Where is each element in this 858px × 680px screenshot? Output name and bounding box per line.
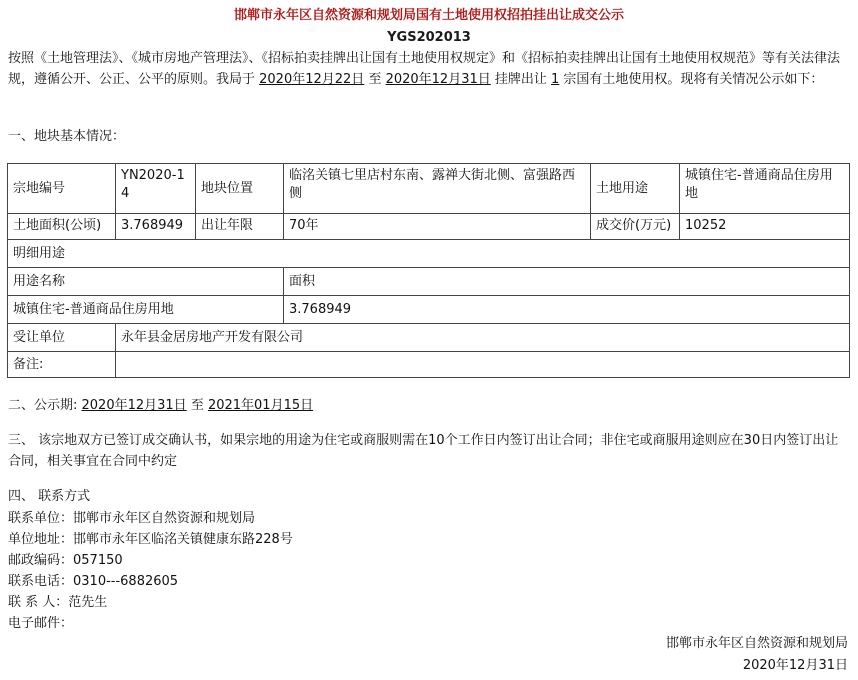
remark-label: 备注: [8, 352, 116, 378]
term-label: 出让年限 [196, 214, 284, 240]
detail-use-value: 城镇住宅-普通商品住房用地 [8, 296, 284, 324]
detail-use-heading: 明细用途 [8, 240, 850, 268]
notice-title: 邯郸市永年区自然资源和规划局国有土地使用权招拍挂出让成交公示 [233, 8, 624, 23]
intro-text-4: 宗国有土地使用权。现将有关情况公示如下： [559, 72, 824, 87]
location-label: 地块位置 [196, 164, 284, 214]
remark-value [116, 352, 850, 378]
table-row [8, 324, 850, 352]
transferee-value: 永年县金居房地产开发有限公司 [116, 324, 850, 352]
parcel-id-value: YN2020-14 [116, 164, 196, 214]
intro-date-start: 2020年12月22日 [259, 72, 365, 87]
section-1-heading: 一、地块基本情况： [8, 129, 126, 144]
table-row [8, 268, 850, 296]
price-label: 成交价(万元) [591, 214, 680, 240]
intro-paragraph [8, 48, 850, 90]
table-row [8, 240, 850, 268]
detail-col-use-name: 用途名称 [8, 268, 284, 296]
price-value: 10252 [680, 214, 850, 240]
transferee-label: 受让单位 [8, 324, 116, 352]
notice-code: YGS202013 [387, 30, 471, 45]
contact-email: 电子邮件： [8, 616, 74, 631]
land-use-label: 土地用途 [591, 164, 680, 214]
table-row [8, 214, 850, 240]
section-2-publicity [8, 395, 313, 416]
detail-col-area: 面积 [284, 268, 850, 296]
section-4-heading: 四、 联系方式 [8, 489, 91, 504]
section-3-text: 三、 该宗地双方已签订成交确认书，如果宗地的用途为住宅或商服则需在10个工作日内签订出让合同；非住宅或商服用途则应在30日内签订出让合同，相关事宜在合同中约定 [8, 433, 839, 469]
table-row [8, 352, 850, 378]
intro-text-1: 按照《土地管理法》、《城市房地产管理法》、《招标拍卖挂牌出让国有土地使用权规定》和《招标拍卖挂牌出让国有土地使用权规范》等有关法律法规，遵循公开、公正、公平的原则。我局于 [8, 51, 841, 87]
signature-org: 邯郸市永年区自然资源和规划局 [665, 636, 848, 651]
contact-person: 联 系 人：范先生 [8, 595, 108, 610]
contact-address: 单位地址：邯郸市永年区临洺关镇健康东路228号 [8, 532, 293, 547]
publicity-to: 至 [186, 398, 208, 413]
table-row [8, 296, 850, 324]
intro-text-2: 至 [364, 72, 386, 87]
contact-postcode: 邮政编码：057150 [8, 553, 123, 568]
area-value: 3.768949 [116, 214, 196, 240]
signature-date: 2020年12月31日 [742, 658, 848, 673]
intro-count: 1 [551, 72, 560, 87]
publicity-date-end: 2021年01月15日 [207, 398, 314, 413]
contact-unit: 联系单位：邯郸市永年区自然资源和规划局 [8, 511, 256, 526]
term-value: 70年 [284, 214, 591, 240]
table-row [8, 164, 850, 214]
publicity-label: 二、公示期: [8, 398, 82, 413]
intro-text-3: 挂牌出让 [490, 72, 552, 87]
publicity-date-start: 2020年12月31日 [81, 398, 187, 413]
detail-area-value: 3.768949 [284, 296, 850, 324]
location-value: 临洺关镇七里店村东南、露禅大街北侧、富强路西侧 [284, 164, 591, 214]
intro-date-end: 2020年12月31日 [385, 72, 491, 87]
contact-phone: 联系电话：0310---6882605 [8, 574, 179, 589]
area-label: 土地面积(公顷) [8, 214, 116, 240]
land-use-value: 城镇住宅-普通商品住房用地 [680, 164, 850, 214]
contact-info [8, 508, 293, 634]
parcel-id-label: 宗地编号 [8, 164, 116, 214]
land-info-table [7, 163, 850, 378]
